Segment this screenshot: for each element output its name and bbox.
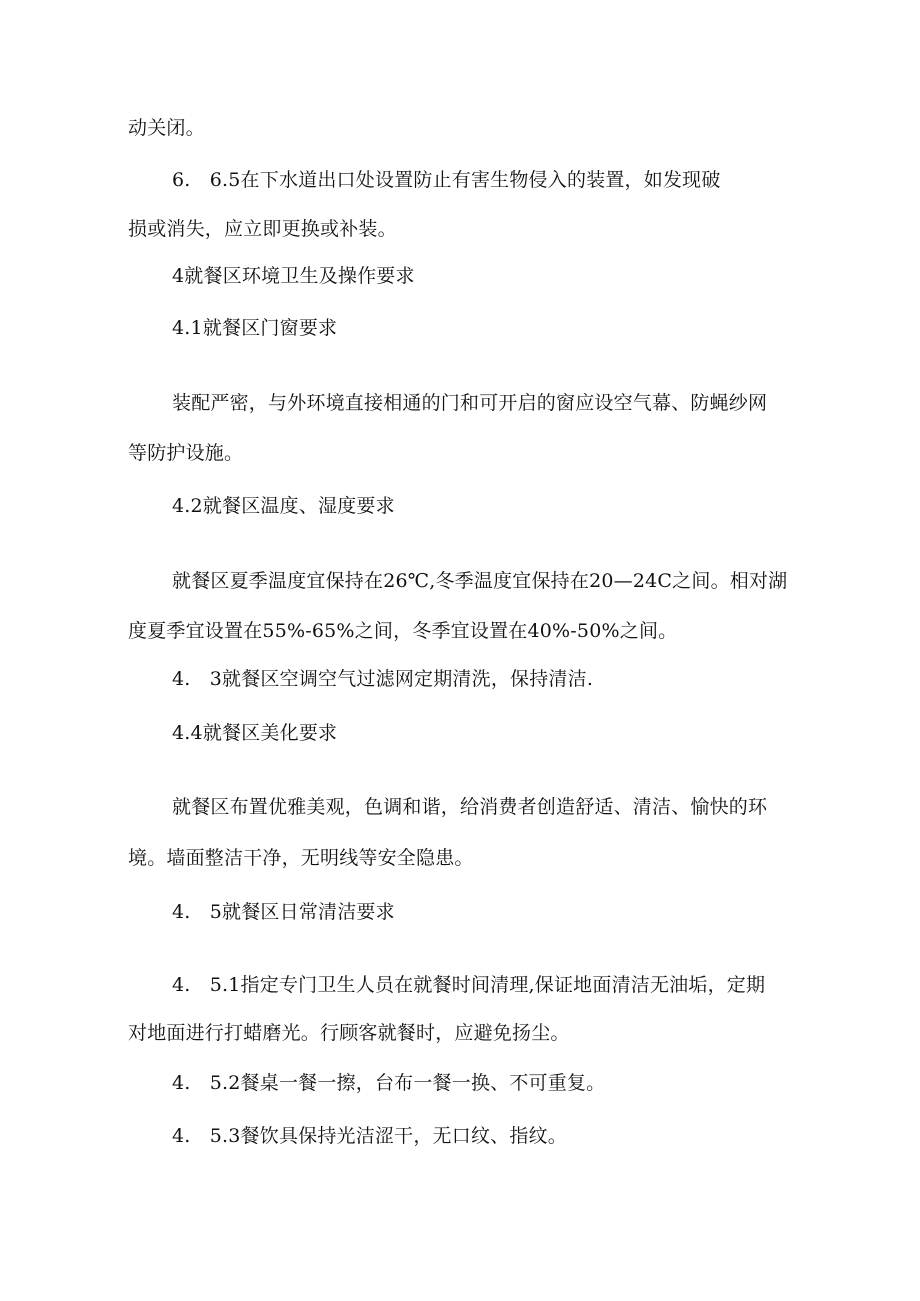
text-line: 损或消失，应立即更换或补装。 — [128, 218, 397, 240]
subsection-heading: 4.1就餐区门窗要求 — [172, 317, 338, 339]
text-line: 6. 6.5在下水道出口处设置防止有害生物侵入的装置，如发现破 — [172, 169, 721, 191]
text-line: 对地面进行打蜡磨光。行顾客就餐时，应避免扬尘。 — [128, 1022, 570, 1044]
text-line: 装配严密，与外环境直接相通的门和可开启的窗应设空气幕、防蝇纱网 — [172, 392, 768, 414]
text-line: 度夏季宜设置在55%-65%之间，冬季宜设置在40%-50%之间。 — [128, 620, 678, 642]
text-line: 境。墙面整洁干净，无明线等安全隐患。 — [128, 847, 474, 869]
subsection-heading: 4.4就餐区美化要求 — [172, 722, 338, 744]
text-line: 就餐区布置优雅美观，色调和谐，给消费者创造舒适、清洁、愉快的环 — [172, 796, 768, 818]
text-line: 4. 5.2餐桌一餐一擦，台布一餐一换、不可重复。 — [172, 1072, 606, 1094]
subsection-heading: 4.2就餐区温度、湿度要求 — [172, 495, 395, 517]
text-line: 4. 5.1指定专门卫生人员在就餐时间清理,保证地面清洁无油垢，定期 — [172, 974, 766, 996]
section-heading: 4就餐区环境卫生及操作要求 — [172, 265, 415, 287]
text-line: 4. 3就餐区空调空气过滤网定期清洗，保持清洁. — [172, 668, 594, 690]
text-line: 4. 5.3餐饮具保持光洁涩干，无口纹、指纹。 — [172, 1125, 567, 1147]
text-line: 就餐区夏季温度宜保持在26℃,冬季温度宜保持在20—24C之间。相对湖 — [172, 570, 788, 592]
text-line: 动关闭。 — [128, 117, 205, 139]
text-line: 等防护设施。 — [128, 442, 244, 464]
subsection-heading: 4. 5就餐区日常清洁要求 — [172, 901, 395, 923]
